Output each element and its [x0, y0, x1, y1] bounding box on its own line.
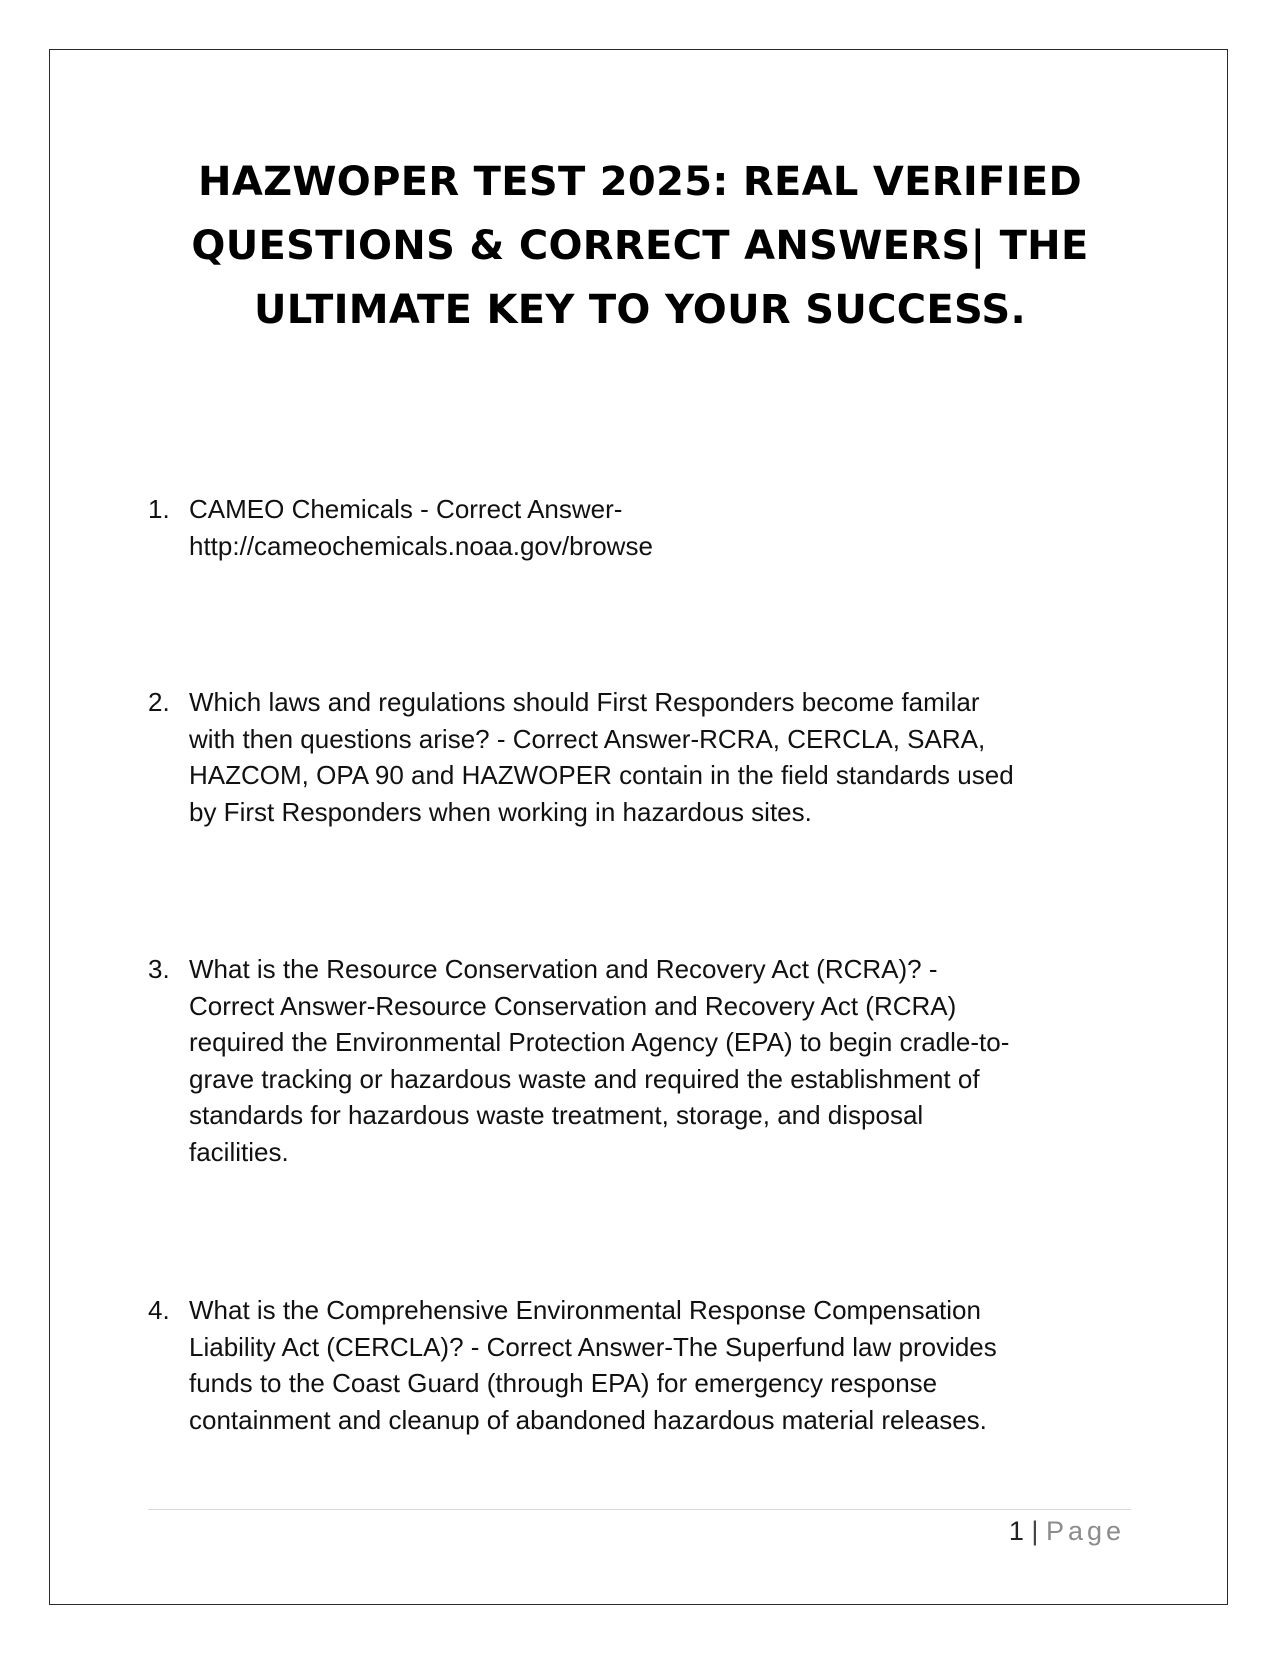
question-line: http://cameochemicals.noaa.gov/browse: [189, 530, 653, 561]
question-line: Which laws and regulations should First Responders become familar: [189, 687, 980, 717]
question-text: [189, 491, 1139, 564]
question-line: by First Responders when working in hazardous sites.: [189, 796, 812, 827]
footer-divider: [148, 1509, 1131, 1510]
question-line: funds to the Coast Guard (through EPA) for emergency response: [189, 1368, 938, 1398]
question-number: 2.: [148, 687, 170, 717]
question-text: [189, 951, 1139, 1170]
question-number: 4.: [148, 1295, 170, 1325]
title-line: ULTIMATE KEY TO YOUR SUCCESS.: [254, 287, 1026, 333]
question-number: 3.: [148, 954, 170, 984]
title-line: HAZWOPER TEST 2025: REAL VERIFIED: [198, 159, 1082, 205]
question-item-1: [148, 491, 1138, 564]
question-line: required the Environmental Protection Agency (EPA) to begin cradle-to-: [189, 1027, 1010, 1057]
page-number: 1: [1008, 1516, 1024, 1546]
title-line: QUESTIONS & CORRECT ANSWERS| THE: [191, 223, 1089, 269]
page-label: Page: [1045, 1516, 1125, 1546]
question-number: 1.: [148, 494, 170, 524]
question-line: standards for hazardous waste treatment, storage, and disposal: [189, 1100, 924, 1130]
question-item-2: [148, 684, 1138, 830]
document-title: [120, 150, 1160, 342]
question-line: Liability Act (CERCLA)? - Correct Answer-The Superfund law provides: [189, 1331, 997, 1362]
page-separator: |: [1031, 1516, 1039, 1546]
question-line: Correct Answer-Resource Conservation and Recovery Act (RCRA): [189, 990, 957, 1021]
page-footer: [1009, 1514, 1125, 1548]
question-line: What is the Resource Conservation and Recovery Act (RCRA)? -: [189, 954, 938, 984]
question-line: with then questions arise? - Correct Answer-RCRA, CERCLA, SARA,: [189, 723, 986, 754]
question-line: containment and cleanup of abandoned hazardous material releases.: [189, 1404, 987, 1435]
question-line: facilities.: [189, 1136, 289, 1167]
question-line: HAZCOM, OPA 90 and HAZWOPER contain in the field standards used: [189, 760, 1014, 790]
question-item-4: [148, 1292, 1138, 1438]
question-line: What is the Comprehensive Environmental Response Compensation: [189, 1295, 981, 1325]
question-text: [189, 684, 1139, 830]
question-text: [189, 1292, 1139, 1438]
question-line: grave tracking or hazardous waste and required the establishment of: [189, 1063, 980, 1094]
question-item-3: [148, 951, 1138, 1170]
question-line: CAMEO Chemicals - Correct Answer-: [189, 494, 623, 524]
